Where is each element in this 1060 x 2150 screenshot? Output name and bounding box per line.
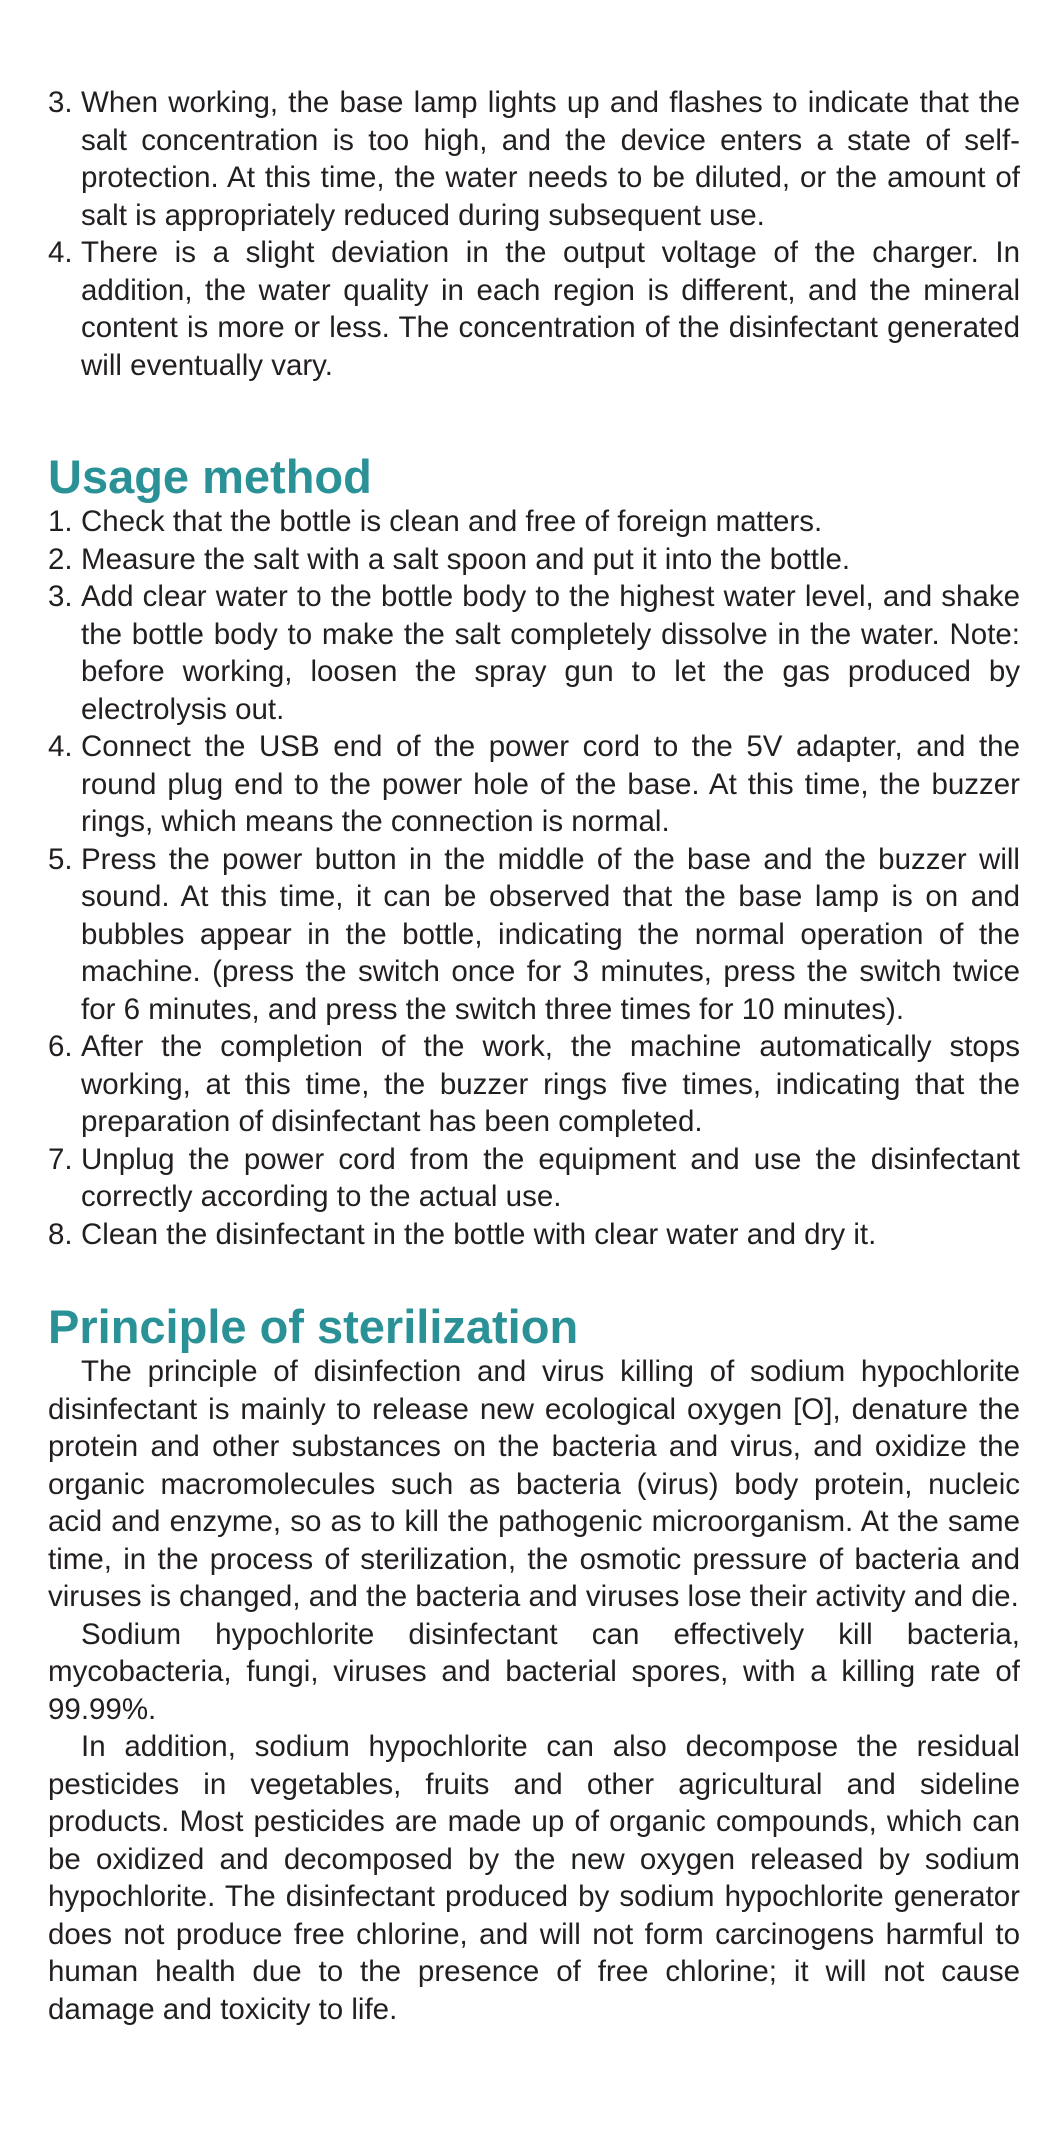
principle-paragraph: The principle of disinfection and virus killing of sodium hypochlorite disinfectant is mainly to release new ecological oxygen [O], denature the protein and other substances on the bacteria and virus, and oxidize the organic macromolecules such as bacteria (virus) body protein, nucleic acid and enzyme, so as to kill the pathogenic microorganism. At the same time, in the process of sterilization, the osmotic pressure of bacteria and viruses is changed, and the bacteria and viruses lose their activity and die. bbox=[48, 1355, 1020, 1613]
item-number: 3. bbox=[48, 580, 73, 613]
principle-paragraph: In addition, sodium hypochlorite can also decompose the residual pesticides in vegetables, fruits and other agricultural and sideline products. Most pesticides are made up of organic compounds, which can be oxidized and decomposed by the new oxygen released by sodium hypochlorite. The disinfectant produced by sodium hypochlorite generator does not produce free chlorine, and will not form carcinogens harmful to human health due to the presence of free chlorine; it will not cause damage and toxicity to life. bbox=[48, 1730, 1020, 2026]
list-item bbox=[48, 1028, 1020, 1141]
item-text: Connect the USB end of the power cord to the 5V adapter, and the round plug end to the power hole of the base. At this time, the buzzer rings, which means the connection is normal. bbox=[81, 730, 1020, 838]
item-number: 3. bbox=[48, 86, 73, 119]
item-number: 2. bbox=[48, 542, 73, 576]
item-text: There is a slight deviation in the output voltage of the charger. In addition, the water quality in each region is different, and the mineral content is more or less. The concentration of the disinfectant generated will eventually vary. bbox=[81, 236, 1020, 382]
list-item bbox=[48, 1216, 1020, 1254]
list-item bbox=[48, 728, 1020, 841]
principle-heading: Principle of sterilization bbox=[48, 1300, 579, 1353]
list-item bbox=[48, 541, 1020, 579]
item-number: 8. bbox=[48, 1217, 73, 1251]
usage-steps-list bbox=[48, 503, 1020, 1253]
item-text: Clean the disinfectant in the bottle with clear water and dry it. bbox=[81, 1217, 877, 1251]
item-text: Check that the bottle is clean and free of foreign matters. bbox=[81, 505, 823, 538]
item-text: Measure the salt with a salt spoon and put it into the bottle. bbox=[81, 542, 851, 576]
item-text: Add clear water to the bottle body to the highest water level, and shake the bottle body to make the salt completely dissolve in the water. Note: before working, loosen the spray gun to let the gas produced by electrolysis out. bbox=[81, 580, 1020, 726]
manual-page bbox=[48, 84, 1020, 2028]
item-text: After the completion of the work, the machine automatically stops working, at this time, the buzzer rings five times, indicating that the preparation of disinfectant has been completed. bbox=[81, 1030, 1020, 1138]
item-number: 4. bbox=[48, 236, 73, 269]
item-number: 1. bbox=[48, 505, 73, 538]
item-text: When working, the base lamp lights up and flashes to indicate that the salt concentration is too high, and the device enters a state of self-protection. At this time, the water needs to be diluted, or the amount of salt is appropriately reduced during subsequent use. bbox=[81, 86, 1020, 232]
item-number: 4. bbox=[48, 730, 73, 763]
item-number: 7. bbox=[48, 1142, 73, 1176]
item-text: Unplug the power cord from the equipment and use the disinfectant correctly according to the actual use. bbox=[81, 1142, 1020, 1213]
list-item bbox=[48, 503, 1020, 541]
list-item bbox=[48, 841, 1020, 1029]
item-number: 5. bbox=[48, 842, 73, 876]
notes-list bbox=[48, 84, 1020, 384]
item-number: 6. bbox=[48, 1030, 73, 1063]
item-text: Press the power button in the middle of the base and the buzzer will sound. At this time, it can be observed that the base lamp is on and bubbles appear in the bottle, indicating the normal operation of the machine. (press the switch once for 3 minutes, press the switch twice for 6 minutes, and press the switch three times for 10 minutes). bbox=[81, 842, 1020, 1026]
list-item bbox=[48, 84, 1020, 234]
usage-method-heading: Usage method bbox=[48, 450, 372, 503]
principle-paragraph: Sodium hypochlorite disinfectant can effectively kill bacteria, mycobacteria, fungi, viruses and bacterial spores, with a killing rate of 99.99%. bbox=[48, 1617, 1020, 1726]
list-item bbox=[48, 234, 1020, 384]
list-item bbox=[48, 1141, 1020, 1216]
list-item bbox=[48, 578, 1020, 728]
